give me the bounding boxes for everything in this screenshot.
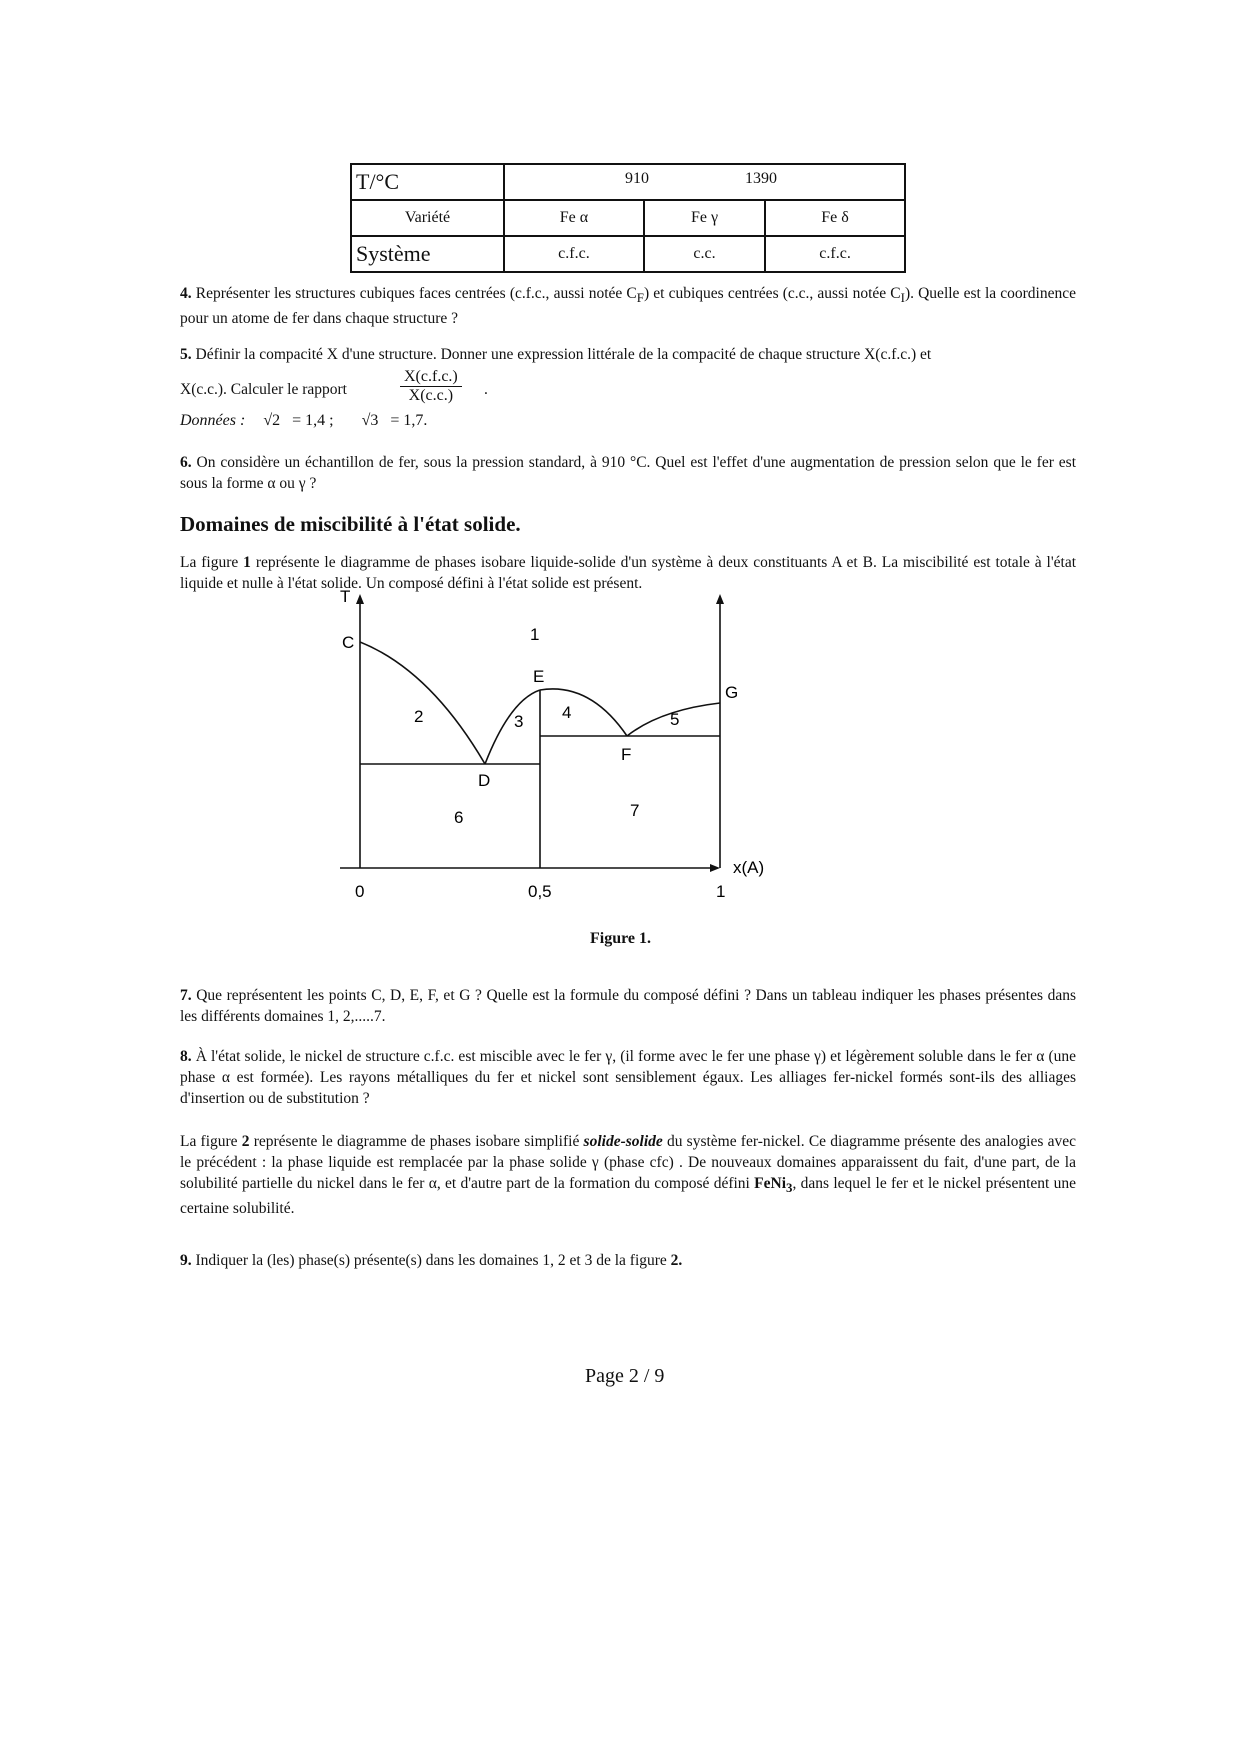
table-row (351, 236, 905, 272)
table-cell: c.c. (644, 236, 765, 272)
liquidus-e-f (540, 689, 627, 736)
phase-diagram-figure (330, 590, 800, 910)
tick-0: 0 (355, 882, 365, 901)
y-axis-arrow (356, 594, 364, 604)
table-row (351, 200, 905, 236)
data-values: Données : √2 = 1,4 ; √3 = 1,7. (180, 412, 428, 429)
question-9: 9. Indiquer la (les) phase(s) présente(s) dans les domaines 1, 2 et 3 de la figure 2. (180, 1252, 683, 1269)
temperature-values (504, 164, 905, 200)
liquidus-d-e (485, 690, 540, 764)
tick-0-5: 0,5 (528, 882, 552, 901)
figure-2-paragraph: La figure 2 représente le diagramme de phases isobare simplifié solide-solide du système fer-nickel. Ce diagramme présente des analogies avec le précédent : la phase liquide est remplacée par la phase solide γ (phase cfc) . De nouveaux domaines apparaissent du fait, d'une part, de la solubilité partielle du nickel dans le fer α, et d'autre part de la formation du composé défini FeNi$_3$, dans lequel le fer et le nickel présentent une certaine solubilité. (180, 1133, 1076, 1218)
x-axis-label: x(A) (733, 858, 765, 877)
question-6: 6. On considère un échantillon de fer, sous la pression standard, à 910 °C. Quel est l'effet d'une augmentation de pression selon que le fer est sous la forme α ou γ ? (180, 454, 1077, 492)
temperature-header: T/°C (351, 164, 504, 200)
right-axis-arrow (716, 594, 724, 604)
point-d: D (478, 771, 491, 790)
question-5-line2: X(c.c.). Calculer le rapport (180, 381, 347, 398)
domain-3: 3 (514, 712, 524, 731)
y-axis-label: T (340, 590, 351, 606)
domain-2: 2 (414, 707, 424, 726)
question-7: 7. Que représentent les points C, D, E, F, et G ? Quelle est la formule du composé défini ? Dans un tableau indiquer les phases présentes dans les différents domaines 1, 2,.....7. (180, 987, 1076, 1025)
point-c: C (342, 633, 355, 652)
figure-caption: Figure 1. (590, 930, 652, 947)
point-f: F (621, 745, 632, 764)
tick-1: 1 (716, 882, 726, 901)
page-number: Page 2 / 9 (585, 1365, 665, 1387)
table-cell: Fe α (504, 200, 644, 236)
question-8: 8. À l'état solide, le nickel de structure c.f.c. est miscible avec le fer γ, (il forme avec le fer une phase γ) et légèrement soluble dans le fer α (une phase α est formée). Les rayons métalliques du fer et nickel sont sensiblement égaux. Les alliages fer-nickel formés sont-ils des alliages d'insertion ou de substitution ? (180, 1048, 1077, 1107)
liquidus-c-d (360, 642, 485, 764)
point-e: E (533, 667, 545, 686)
table-cell: c.f.c. (765, 236, 905, 272)
temperature-910: 910 (625, 170, 649, 187)
x-axis-arrow (710, 864, 720, 872)
system-header: Système (351, 236, 504, 272)
domain-1: 1 (530, 625, 540, 644)
question-4: 4. Représenter les structures cubiques faces centrées (c.f.c., aussi notée $C_F$) et cubiques centrées (c.c., aussi notée $C_I$). Quelle est la coordinence pour un atome de fer dans chaque structure ? (180, 285, 1077, 328)
point-g: G (725, 683, 739, 702)
domain-7: 7 (630, 801, 640, 820)
iron-varieties-table (350, 163, 906, 273)
temperature-1390: 1390 (745, 170, 777, 187)
question-5: 5. Définir la compacité X d'une structure. Donner une expression littérale de la compacité de chaque structure X(c.f.c.) et (180, 346, 932, 363)
table-cell: Fe δ (765, 200, 905, 236)
compacity-ratio: $\frac{X(c.f.c.)}{X(c.c.)}$ (400, 368, 462, 405)
domain-6: 6 (454, 808, 464, 827)
table-cell: c.f.c. (504, 236, 644, 272)
domain-5: 5 (670, 710, 680, 729)
intro-paragraph: La figure 1 représente le diagramme de phases isobare liquide-solide d'un système à deux constituants A et B. La miscibilité est totale à l'état liquide et nulle à l'état solide. Un composé défini à l'état solide est présent. (180, 554, 1077, 592)
table-row (351, 164, 905, 200)
variety-header: Variété (351, 200, 504, 236)
ratio-dot: . (484, 381, 488, 398)
domain-4: 4 (562, 703, 572, 722)
table-cell: Fe γ (644, 200, 765, 236)
section-heading: Domaines de miscibilité à l'état solide. (180, 512, 521, 536)
